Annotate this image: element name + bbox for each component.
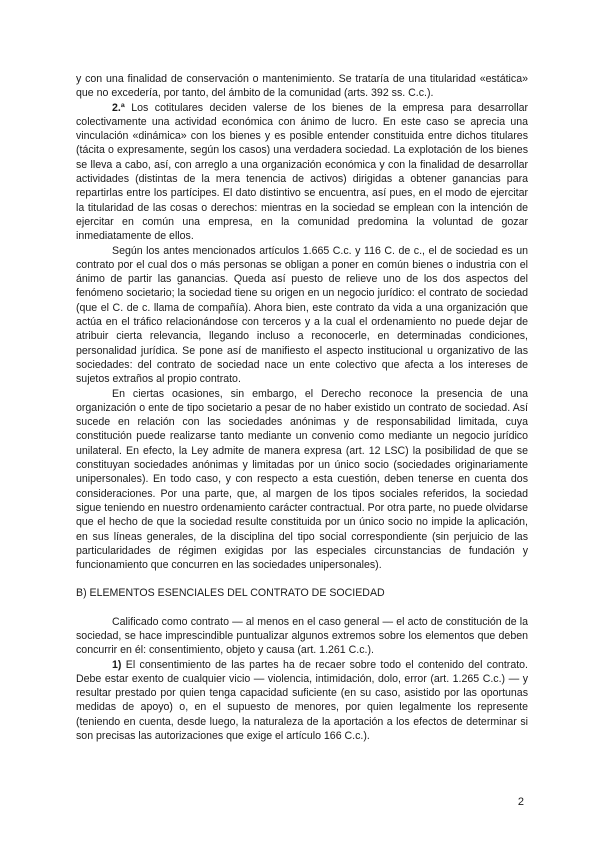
paragraph-consentimiento [76, 658, 528, 744]
document-body [76, 72, 528, 743]
paragraph-sociedad-unipersonal: En ciertas ocasiones, sin embargo, el Derecho reconoce la presencia de una organización o ente de tipo societario a pesar de no haber existido un contrato de sociedad. Así sucede en relación con las sociedades anónimas y de responsabilidad limitada, cuya constitución puede realizarse tanto mediante un convenio como mediante un negocio jurídico unilateral. En efecto, la Ley admite de manera expresa (art. 12 LSC) la posibilidad de que se constituyan sociedades anónimas y limitadas por un único socio (sociedades originariamente unipersonales). En todo caso, y con respecto a esta cuestión, deben tenerse en cuenta dos consideraciones. Por una parte, que, al margen de los tipos sociales referidos, la sociedad sigue teniendo en nuestro ordenamiento carácter contractual. Por otra parte, no puede olvidarse que el hecho de que la sociedad resulte constituida por un único socio no impide la aplicación, en sus líneas generales, de la disciplina del tipo social correspondiente (sin perjuicio de las particularidades de régimen exigidas por las especiales circunstancias de fundación y funcionamiento que concurren en las sociedades unipersonales). [76, 387, 528, 572]
paragraph-concepto-sociedad: Según los antes mencionados artículos 1.665 C.c. y 116 C. de c., el de sociedad es un contrato por el cual dos o más personas se obligan a poner en común bienes o industria con el ánimo de partir las ganancias. Queda así puesto de relieve uno de los dos aspectos del fenómeno societario; la sociedad tiene su origen en un negocio jurídico: el contrato de sociedad (que el C. de c. llama de compañía). Ahora bien, este contrato da vida a una organización que actúa en el tráfico relacionándose con terceros y a la cual el ordenamiento no puede dejar de atribuir cierta relevancia, llegando incluso a reconocerle, en determinadas condiciones, personalidad jurídica. Se pone así de manifiesto el aspecto institucional u organizativo de las sociedades: del contrato de sociedad nace un ente colectivo que afecta a los intereses de sujetos extraños al propio contrato. [76, 244, 528, 386]
page-number: 2 [517, 796, 524, 808]
paragraph-text: Los cotitulares deciden valerse de los bienes de la empresa para desarrollar colectivamente una actividad económica con ánimo de lucro. En este caso se aprecia una vinculación «dinámica» con los bienes y es posible entender constituida entre dichos titulares (tácita o expresamente, según los casos) una verdadera sociedad. La explotación de los bienes se lleva a cabo, así, con arreglo a una organización económica y con la finalidad de desarrollar actividades (distintas de la mera tenencia de activos) dirigidas a obtener ganancias para repartirlas entre los partícipes. El dato distintivo se encuentra, así pues, en el modo de ejercitar la titularidad de las cosas o derechos: mientras en la sociedad se emplean con la intención de ejercitar en común una empresa, en la comunidad predomina la voluntad de gozar inmediatamente de ellos. [76, 101, 528, 243]
section-heading: B) ELEMENTOS ESENCIALES DEL CONTRATO DE SOCIEDAD [76, 587, 385, 600]
paragraph-marker: 1) [112, 658, 122, 671]
paragraph-comunidad-estatica: y con una finalidad de conservación o mantenimiento. Se trataría de una titularidad «estática» que no excedería, por tanto, del ámbito de la comunidad (arts. 392 ss. C.c.). [76, 73, 528, 100]
paragraph-elementos-esenciales: Calificado como contrato — al menos en el caso general — el acto de constitución de la sociedad, se hace imprescindible puntualizar algunos extremos sobre los elementos que deben concurrir en él: consentimiento, objeto y causa (art. 1.261 C.c.). [76, 615, 528, 657]
paragraph-marker: 2.ª [112, 101, 125, 114]
paragraph-segunda-hipotesis [76, 101, 528, 244]
paragraph-text: El consentimiento de las partes ha de recaer sobre todo el contenido del contrato. Debe estar exento de cualquier vicio — violencia, intimidación, dolo, error (art. 1.265 C.c.) — y resultar prestado por quien tenga capacidad suficiente (en su caso, asistido por las oportunas medidas de apoyo) o, en el supuesto de menores, por quien legalmente los represente (teniendo en cuenta, desde luego, la naturaleza de la aportación a los efectos de determinar si son precisas las autorizaciones que exige el artículo 166 C.c.). [76, 658, 528, 743]
